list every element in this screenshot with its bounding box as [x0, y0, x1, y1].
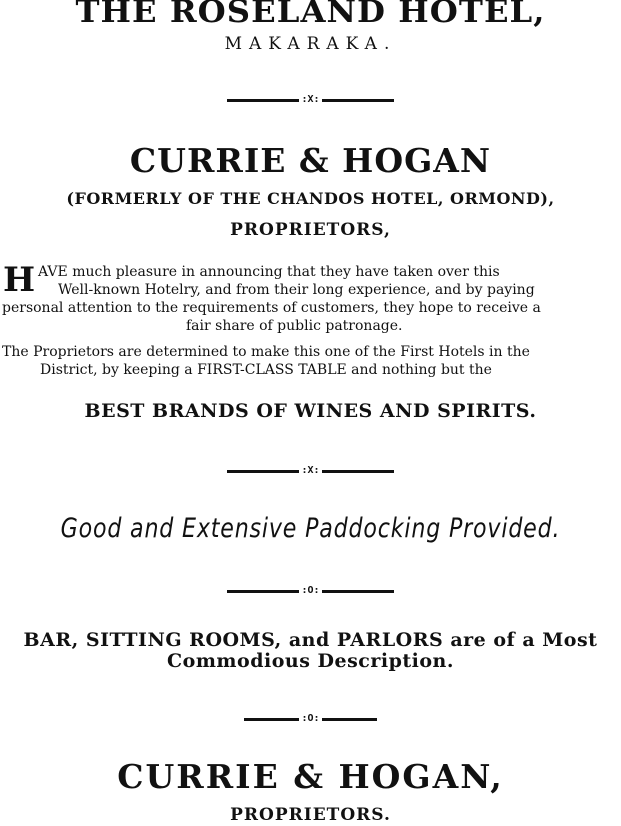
determination-line: District, by keeping a FIRST-CLASS TABLE and nothing but the — [40, 362, 492, 378]
divider-mark: :O: — [301, 585, 320, 596]
footer-proprietor-name: CURRIE & HOGAN, — [117, 757, 504, 796]
divider-mark: :X: — [301, 465, 320, 476]
dropcap-letter: H — [3, 260, 36, 300]
divider-1 — [0, 94, 621, 107]
formerly-note: (FORMERLY OF THE CHANDOS HOTEL, ORMOND), — [66, 189, 555, 208]
announcement-line: Well-known Hotelry, and from their long experience, and by paying — [58, 282, 535, 298]
bar-rooms-line-1: BAR, SITTING ROOMS, and PARLORS are of a Most — [23, 629, 598, 651]
proprietors-label: PROPRIETORS, — [230, 220, 391, 240]
divider-mark: :X: — [301, 94, 320, 105]
divider-3 — [0, 585, 621, 598]
divider-2 — [0, 465, 621, 478]
proprietor-name: CURRIE & HOGAN — [129, 141, 492, 180]
announcement-line: AVE much pleasure in announcing that they have taken over this — [38, 264, 500, 280]
paddocking-heading: Good and Extensive Paddocking Provided. — [60, 513, 561, 544]
hotel-title: THE ROSELAND HOTEL, — [75, 0, 546, 30]
best-brands-heading: BEST BRANDS OF WINES AND SPIRITS. — [84, 400, 537, 422]
determination-line: The Proprietors are determined to make this one of the First Hotels in the — [2, 344, 530, 360]
hotel-location: MAKARAKA. — [224, 34, 397, 54]
bar-rooms-line-2: Commodious Description. — [167, 650, 454, 672]
divider-4 — [0, 713, 621, 726]
announcement-line: fair share of public patronage. — [186, 318, 403, 334]
footer-proprietors-label: PROPRIETORS. — [230, 805, 391, 825]
announcement-line: personal attention to the requirements of customers, they hope to receive a — [2, 300, 541, 316]
divider-mark: :O: — [301, 713, 320, 724]
